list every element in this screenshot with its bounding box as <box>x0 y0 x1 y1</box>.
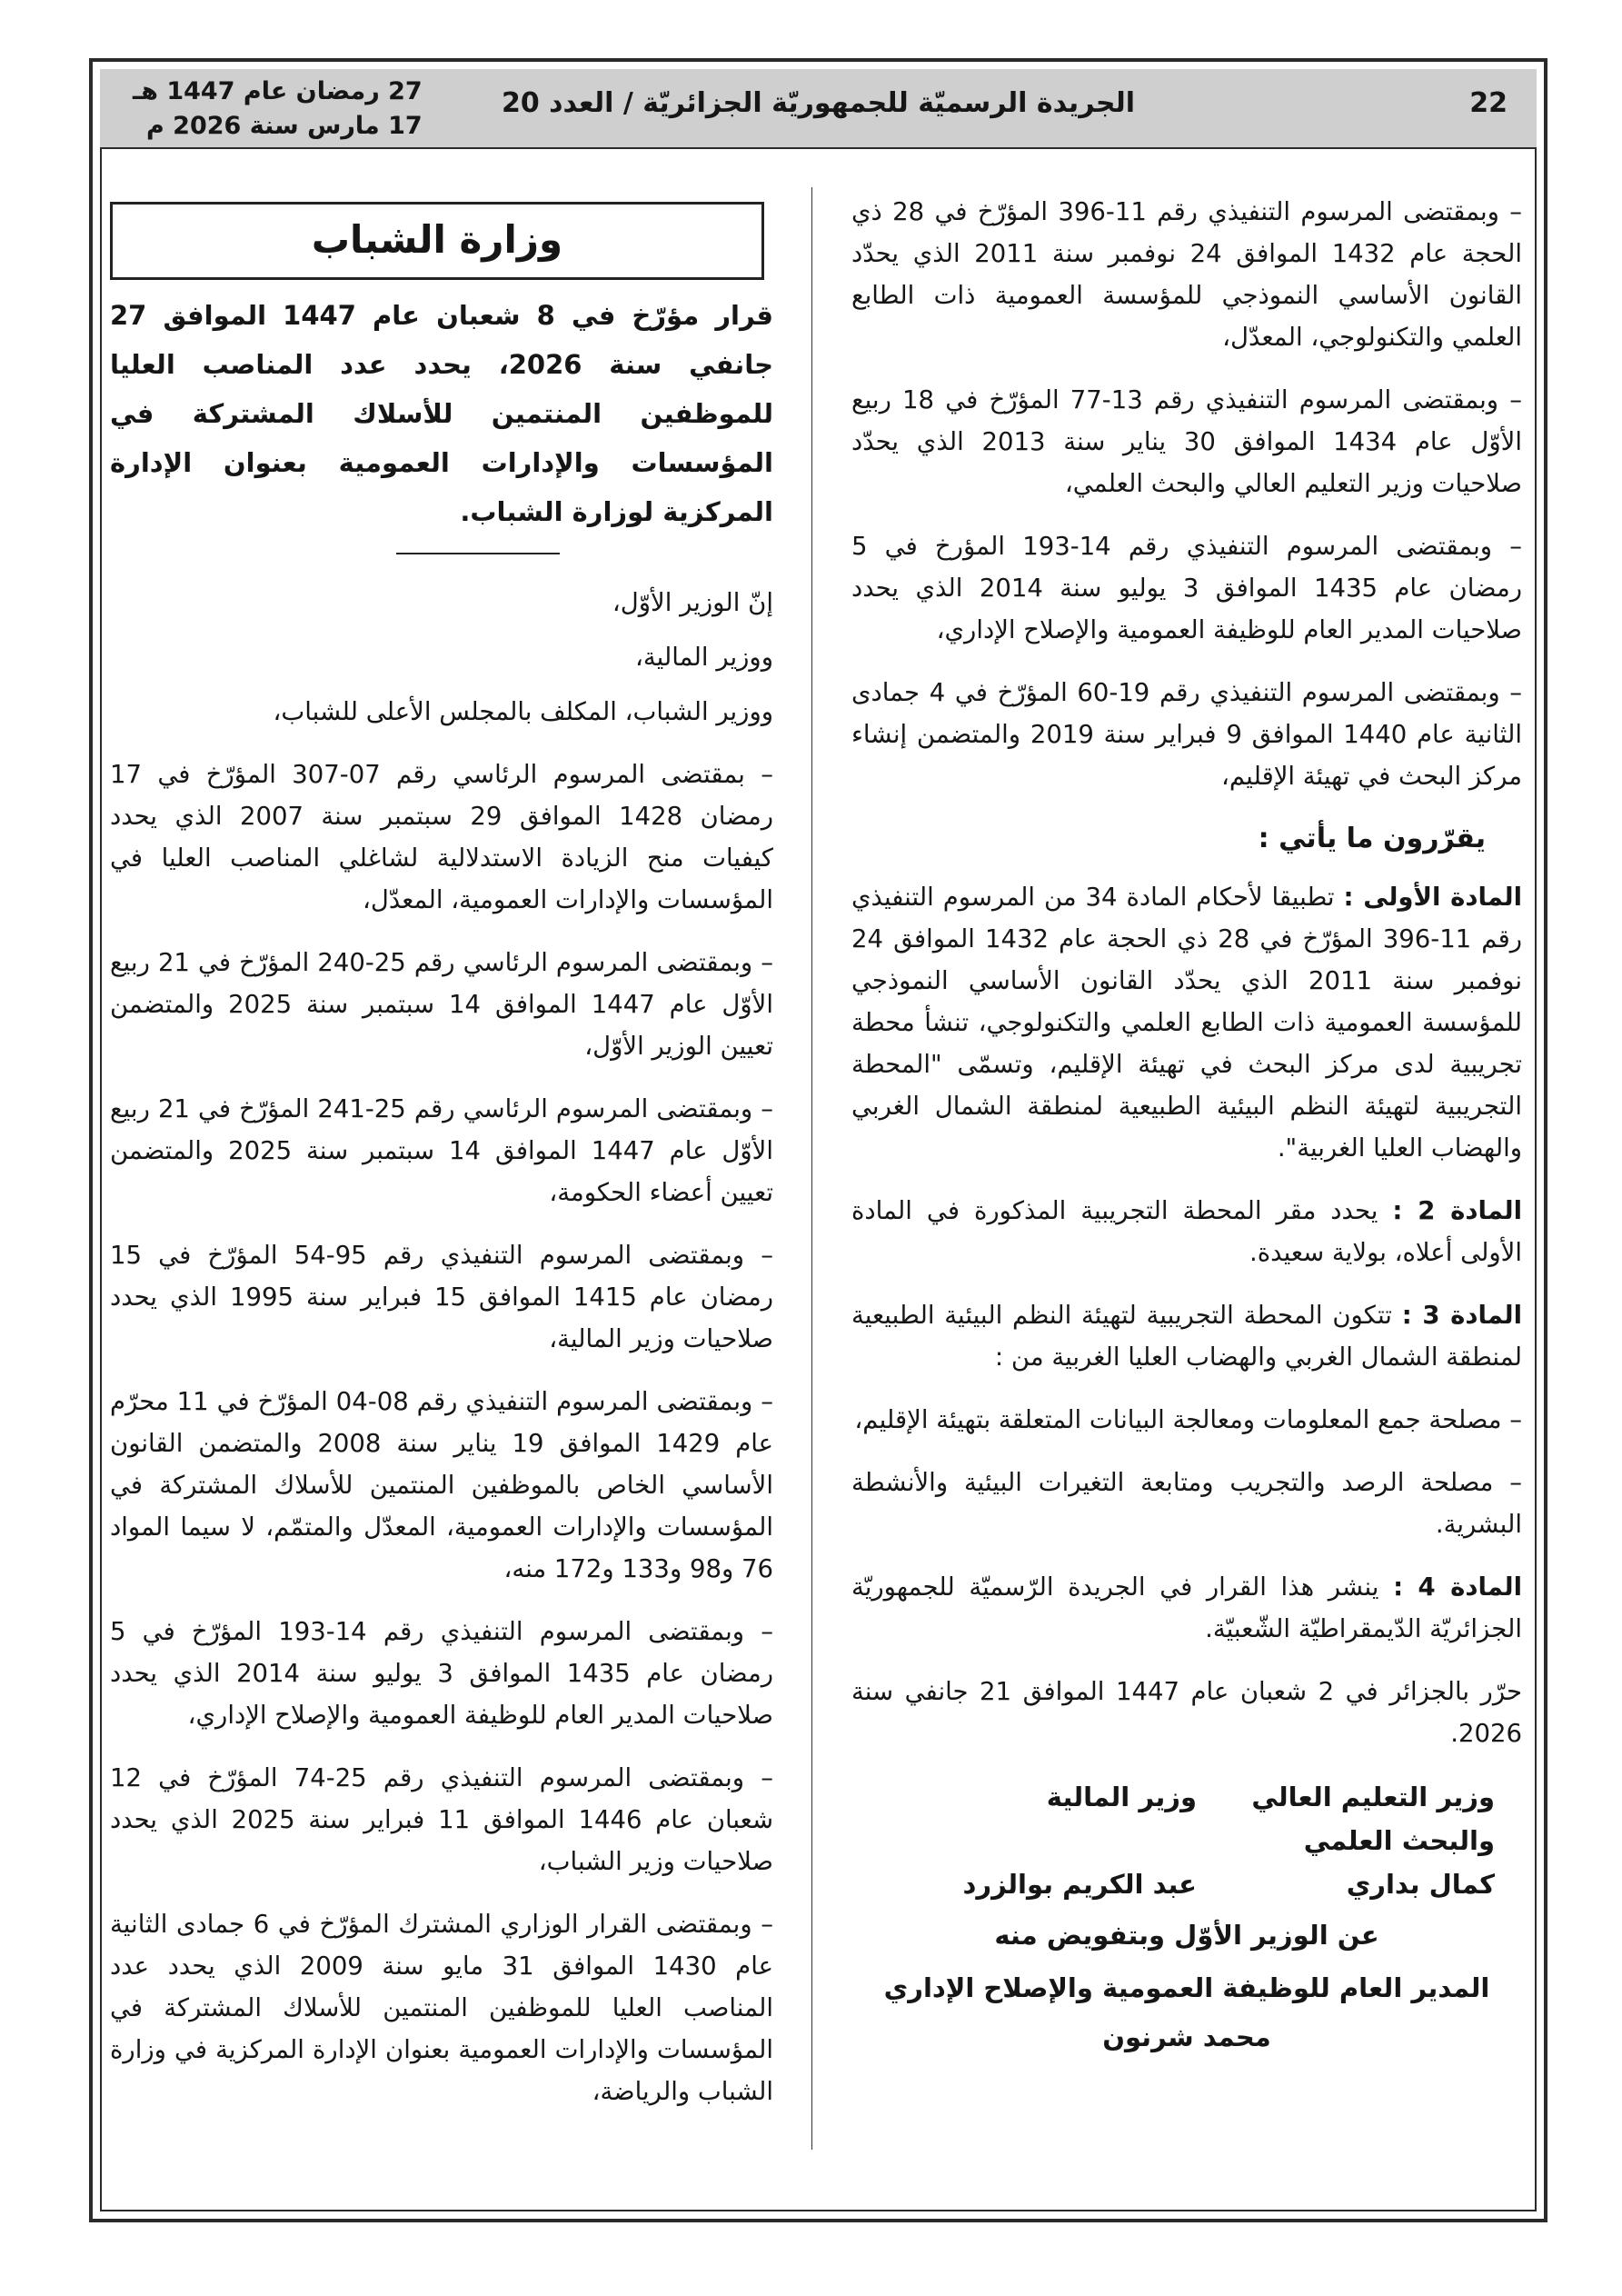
signatory-line: ووزير الشباب، المكلف بالمجلس الأعلى للشباب، <box>273 697 773 726</box>
done-at: حرّر بالجزائر في 2 شعبان عام 1447 الموافق 21 جانفي سنة 2026. <box>851 1677 1522 1748</box>
page-number: 22 <box>1469 87 1508 119</box>
list-item: – مصلحة الرصد والتجريب ومتابعة التغيرات البيئية والأنشطة البشرية. <box>851 1468 1522 1539</box>
article-label: المادة الأولى : <box>1343 883 1522 912</box>
decree-title: قرار مؤرّخ في 8 شعبان عام 1447 الموافق 27 جانفي سنة 2026، يحدد عدد المناصب العليا للموظفين المنتمين للأسلاك المشتركة في المؤسسات والإدارات العمومية بعنوان الإدارة المركزية لوزارة الشباب. <box>110 300 774 527</box>
signature-title: والبحث العلمي <box>1303 1825 1495 1856</box>
ministry-title: وزارة الشباب <box>110 202 764 280</box>
page-header <box>100 69 1537 149</box>
signature-higher-ed <box>1222 1775 1495 1906</box>
recital-paragraph: – بمقتضى المرسوم الرئاسي رقم 07-307 المؤرّخ في 17 رمضان 1428 الموافق 29 سبتمبر سنة 2007 الذي يحدد كيفيات منح الزيادة الاستدلالية لشاغلي المناصب العليا في المؤسسات والإدارات العمومية، المعدّل، <box>110 760 773 914</box>
signatory-line: إنّ الوزير الأوّل، <box>612 588 773 617</box>
issue-date <box>133 75 423 144</box>
article-text: ينشر هذا القرار في الجريدة الرّسميّة للجمهوريّة الجزائريّة الدّيمقراطيّة الشّعبيّة. <box>851 1572 1522 1643</box>
recital-paragraph: – وبمقتضى المرسوم التنفيذي رقم 14-193 المؤرّخ في 5 رمضان عام 1435 الموافق 3 يوليو سنة 2014 الذي يحدد صلاحيات المدير العام للوظيفة العمومية والإصلاح الإداري، <box>110 1617 773 1730</box>
article-text: تطبيقا لأحكام المادة 34 من المرسوم التنفيذي رقم 11-396 المؤرّخ في 28 ذي الحجة عام 1432 الموافق 24 نوفمبر سنة 2011 الذي يحدّد القانون الأساسي النموذجي للمؤسسة العمومية ذات الطابع العلمي والتكنولوجي، تنشأ محطة تجريبية لدى مركز البحث في تهيئة الإقليم، وتسمّى "المحطة التجريبية لتهيئة النظم البيئية الطبيعية لمنطقة الشمال الغربي والهضاب العليا الغربية". <box>851 883 1523 1163</box>
article-4 <box>851 1566 1522 1650</box>
signatures-block <box>851 1775 1522 2059</box>
article-3 <box>851 1294 1522 1378</box>
left-column <box>110 191 773 2133</box>
recital-paragraph: – وبمقتضى القرار الوزاري المشترك المؤرّخ في 6 جمادى الثانية عام 1430 الموافق 31 مايو سنة 2009 الذي يحدد عدد المناصب العليا للموظفين المنتمين للأسلاك المشتركة في المؤسسات والإدارات العمومية بعنوان الإدارة المركزية في وزارة الشباب والرياضة، <box>110 1910 773 2106</box>
column-divider <box>811 187 812 2150</box>
recital-paragraph: – وبمقتضى المرسوم التنفيذي رقم 08-04 المؤرّخ في 11 محرّم عام 1429 الموافق 19 يناير سنة 2008 والمتضمن القانون الأساسي الخاص بالموظفين المنتمين للأسلاك المشتركة في المؤسسات والإدارات العمومية، المعدّل والمتمّم، لا سيما المواد 76 و98 و133 و172 منه، <box>110 1387 774 1583</box>
list-item: – مصلحة جمع المعلومات ومعالجة البيانات المتعلقة بتهيئة الإقليم، <box>854 1405 1522 1434</box>
issue-date-hijri: 27 رمضان عام 1447 هـ <box>133 77 423 105</box>
signatory-line: ووزير المالية، <box>634 643 773 672</box>
article-text: تتكون المحطة التجريبية لتهيئة النظم البيئية الطبيعية لمنطقة الشمال الغربي والهضاب العليا الغربية من : <box>851 1301 1522 1372</box>
article-2 <box>851 1190 1522 1273</box>
recital-paragraph: – وبمقتضى المرسوم التنفيذي رقم 14-193 المؤرخ في 5 رمضان عام 1435 الموافق 3 يوليو سنة 2014 الذي يحدد صلاحيات المدير العام للوظيفة العمومية والإصلاح الإداري، <box>851 532 1522 644</box>
recital-paragraph: – وبمقتضى المرسوم التنفيذي رقم 13-77 المؤرّخ في 18 ربيع الأوّل عام 1434 الموافق 30 يناير سنة 2013 الذي يحدّد صلاحيات وزير التعليم العالي والبحث العلمي، <box>851 385 1522 498</box>
article-1 <box>851 876 1522 1169</box>
article-label: المادة 3 : <box>1401 1301 1522 1330</box>
recital-paragraph: – وبمقتضى المرسوم التنفيذي رقم 11-396 المؤرّخ في 28 ذي الحجة عام 1432 الموافق 24 نوفمبر سنة 2011 الذي يحدّد القانون الأساسي النموذجي للمؤسسة العمومية ذات الطابع العلمي والتكنولوجي، المعدّل، <box>851 197 1522 352</box>
signature-title: وزير التعليم العالي <box>1251 1782 1495 1812</box>
director-name: محمد شرنون <box>1102 2021 1271 2052</box>
recital-paragraph: – وبمقتضى المرسوم الرئاسي رقم 25-241 المؤرّخ في 21 ربيع الأوّل عام 1447 الموافق 14 سبتمبر سنة 2025 والمتضمن تعيين أعضاء الحكومة، <box>110 1094 773 1207</box>
signature-name: عبد الكريم بوالزرد <box>962 1869 1197 1900</box>
signature-finance <box>924 1775 1197 1906</box>
delegation-line: عن الوزير الأوّل وبتفويض منه <box>994 1920 1379 1951</box>
issue-date-gregorian: 17 مارس سنة 2026 م <box>145 112 423 140</box>
signature-title: وزير المالية <box>1046 1782 1197 1812</box>
director-title: المدير العام للوظيفة العمومية والإصلاح الإداري <box>883 1972 1490 2003</box>
decide-heading: يقرّرون ما يأتي : <box>1258 823 1486 854</box>
recital-paragraph: – وبمقتضى المرسوم الرئاسي رقم 25-240 المؤرّخ في 21 ربيع الأوّل عام 1447 الموافق 14 سبتمبر سنة 2025 والمتضمن تعيين الوزير الأوّل، <box>110 948 773 1061</box>
recital-paragraph: – وبمقتضى المرسوم التنفيذي رقم 25-74 المؤرّخ في 12 شعبان عام 1446 الموافق 11 فبراير سنة 2025 الذي يحدد صلاحيات وزير الشباب، <box>110 1763 773 1876</box>
signature-name: كمال بداري <box>1346 1869 1495 1900</box>
article-label: المادة 4 : <box>1393 1572 1522 1602</box>
gazette-title: الجريدة الرسميّة للجمهوريّة الجزائريّة / العدد 20 <box>501 87 1136 119</box>
right-column <box>851 191 1522 2059</box>
article-text: يحدد مقر المحطة التجريبية المذكورة في المادة الأولى أعلاه، بولاية سعيدة. <box>851 1196 1522 1267</box>
article-label: المادة 2 : <box>1392 1196 1523 1225</box>
recital-paragraph: – وبمقتضى المرسوم التنفيذي رقم 95-54 المؤرّخ في 15 رمضان عام 1415 الموافق 15 فبراير سنة 1995 الذي يحدد صلاحيات وزير المالية، <box>110 1241 773 1353</box>
recital-paragraph: – وبمقتضى المرسوم التنفيذي رقم 19-60 المؤرّخ في 4 جمادى الثانية عام 1440 الموافق 9 فبراير سنة 2019 والمتضمن إنشاء مركز البحث في تهيئة الإقليم، <box>851 678 1522 791</box>
title-divider <box>396 553 560 554</box>
